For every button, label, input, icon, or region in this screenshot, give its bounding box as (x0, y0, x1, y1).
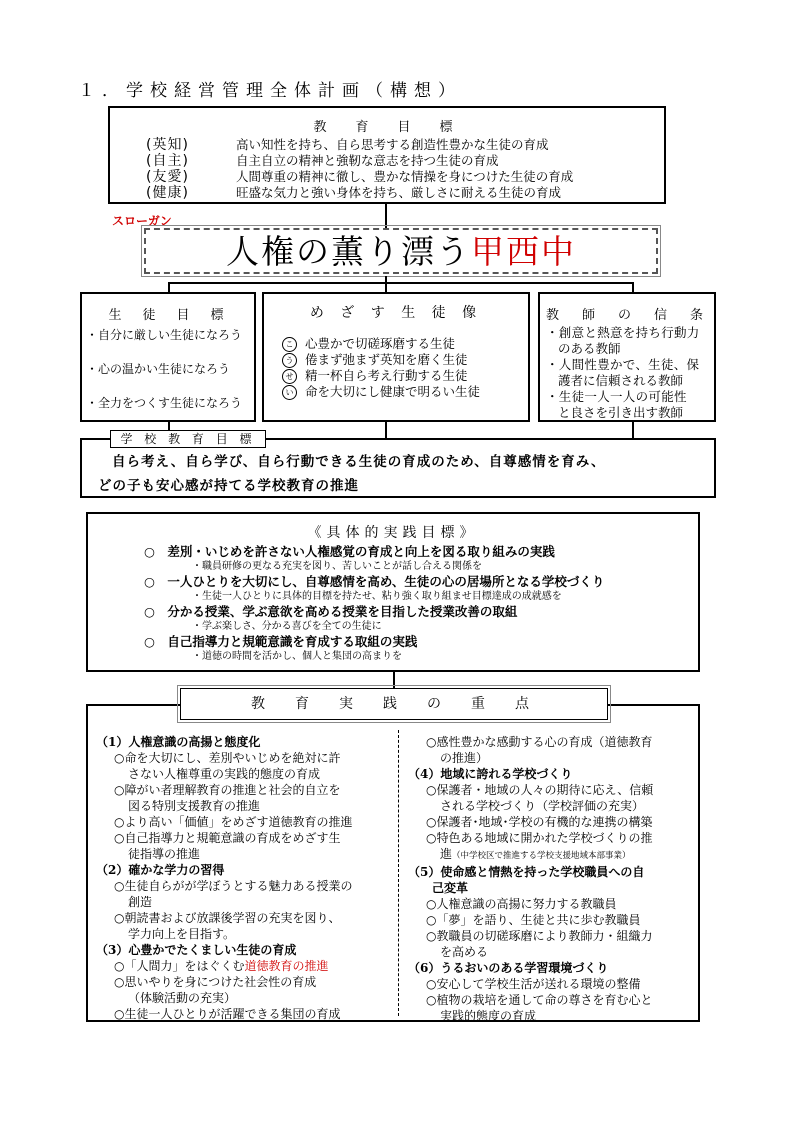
teacher-belief-heading: 教 師 の 信 条 (545, 308, 708, 323)
teacher-belief-item: ・創意と熱意を持ち行動力 (546, 325, 700, 340)
education-goal-text: 自主自立の精神と強靭な意志を持つ生徒の育成 (236, 153, 499, 168)
priority-item-text: ○「人間力」をはぐくむ (114, 959, 245, 973)
ideal-student-item (282, 352, 528, 368)
priority-item: ○保護者・地域の人々の期待に応え、信頼 (426, 783, 654, 797)
priority-heading-cont: 己変革 (432, 881, 469, 895)
student-goal-item: ・自分に厳しい生徒になろう (86, 328, 243, 342)
practice-goals-box (86, 512, 700, 672)
education-goal-row (146, 137, 664, 153)
ideal-student-mark: せ (282, 369, 297, 384)
priority-heading: （6）うるおいのある学習環境づくり (408, 961, 609, 975)
practice-goal-item: ○ 一人ひとりを大切にし、自尊感情を高め、生徒の心の居場所となる学校づくり (144, 574, 605, 589)
priority-heading: （3）心豊かでたくましい生徒の育成 (96, 943, 297, 957)
priority-item: ○植物の栽培を通して命の尊さを育む心と (426, 993, 653, 1007)
priority-item: ○より高い「価値」をめざす道徳教育の推進 (114, 815, 353, 829)
priority-item-cont: さない人権尊重の実践的態度の育成 (128, 767, 321, 781)
teacher-belief-box (538, 292, 716, 422)
priority-item-cont: 実践的態度の育成 (440, 1009, 537, 1023)
teacher-belief-item-cont: 護者に信頼される教師 (558, 373, 684, 388)
ideal-student-mark: う (282, 353, 297, 368)
education-goal-text: 人間尊重の精神に徹し、豊かな情操を身につけた生徒の育成 (236, 169, 574, 184)
priority-item-cont: される学校づくり（学校評価の充実） (440, 799, 645, 813)
priorities-right-column (408, 734, 700, 1024)
priority-heading: （2）確かな学力の習得 (96, 863, 225, 877)
priority-item-cont: 徒指導の推進 (128, 847, 201, 861)
ideal-student-item (282, 384, 528, 400)
school-goal-line-1: 自ら考え、自ら学び、自ら行動できる生徒の育成のため、自尊感情を育み、 (112, 454, 606, 470)
priority-item: ○自己指導力と規範意識の育成をめざす生 (114, 831, 341, 845)
priority-heading: （1）人権意識の高揚と態度化 (96, 735, 261, 749)
priority-item-text: 進 (440, 847, 453, 861)
priority-item: ○安心して学校生活が送れる環境の整備 (426, 977, 641, 991)
practice-goal-sub: ・学ぶ楽しさ、分かる喜びを全ての生徒に (192, 621, 382, 632)
priority-item: ○思いやりを身につけた社会性の育成 (114, 975, 317, 989)
priority-item-note: （中学校区で推進する学校支援地域本部事業） (452, 851, 631, 861)
priority-item: ○命を大切にし、差別やいじめを絶対に許 (114, 751, 341, 765)
priority-item: ○保護者･地域･学校の有機的な連携の構築 (426, 815, 653, 829)
practice-goal-item: ○ 差別・いじめを許さない人権感覚の育成と向上を図る取り組みの実践 (144, 544, 555, 559)
ideal-student-heading: め ざ す 生 徒 像 (309, 305, 483, 321)
student-goal-item: ・全力をつくす生徒になろう (86, 396, 243, 410)
practice-goals-list (144, 544, 698, 664)
education-goal-key: (英知) (146, 137, 189, 153)
ideal-student-mark: い (282, 385, 297, 400)
student-goal-item: ・心の温かい生徒になろう (86, 362, 231, 376)
slogan-box (144, 228, 658, 274)
teacher-belief-item: ・人間性豊かで、生徒、保 (546, 357, 700, 372)
practice-goal-sub: ・道徳の時間を活かし、個人と集団の高まりを (192, 651, 402, 662)
ideal-student-text: 倦まず弛まず英知を磨く生徒 (305, 352, 468, 367)
education-goal-row (146, 185, 664, 201)
practice-goal-sub: ・職員研修の更なる充実を図り、苦しいことが話し合える関係を (192, 561, 482, 572)
practice-goal-item: ○ 分かる授業、学ぶ意欲を高める授業を目指した授業改善の取組 (144, 604, 518, 619)
education-goal-key: (健康) (146, 185, 189, 201)
page-title: １．学校経営管理全体計画（構想） (78, 81, 462, 101)
priority-item-cont: （体験活動の充実） (128, 991, 237, 1005)
priorities-left-column (96, 734, 396, 1022)
ideal-student-list (282, 336, 528, 400)
teacher-belief-item-cont: のある教師 (558, 341, 621, 356)
priority-item: ○障がい者理解教育の推進と社会的自立を (114, 783, 341, 797)
teacher-belief-item: ・生徒一人一人の可能性 (546, 389, 687, 404)
priority-item: ○生徒自らがが学ぼうとする魅力ある授業の (114, 879, 353, 893)
priority-item: ○感性豊かな感動する心の育成（道徳教育 (426, 735, 653, 749)
ideal-student-text: 命を大切にし健康で明るい生徒 (305, 384, 481, 399)
priority-item: ○「夢」を語り、生徒と共に歩む教職員 (426, 913, 641, 927)
priority-item: ○人権意識の高揚に努力する教職員 (426, 897, 617, 911)
ideal-student-item (282, 368, 528, 384)
slogan-school-name: 甲西中 (471, 232, 576, 271)
student-goals-list (86, 327, 254, 412)
practice-goal-sub: ・生徒一人ひとりに具体的目標を持たせ、粘り強く取り組ませ目標達成の成就感を (192, 591, 562, 602)
priority-item-cont: 学力向上を目指す。 (128, 927, 236, 941)
education-goals-heading: 教 育 目 標 (313, 120, 461, 135)
priority-heading: （4）地域に誇れる学校づくり (408, 767, 573, 781)
priority-item-cont: の推進） (440, 751, 489, 765)
priority-item: ○朝読書および放課後学習の充実を図り、 (114, 911, 341, 925)
student-goals-heading: 生 徒 目 標 (108, 308, 228, 323)
school-goal-label: 学 校 教 育 目 標 (110, 430, 266, 448)
ideal-student-item (282, 336, 528, 352)
priority-item: ○特色ある地域に開かれた学校づくりの推 (426, 831, 653, 845)
ideal-student-text: 心豊かで切磋琢磨する生徒 (305, 336, 456, 351)
ideal-student-text: 精一杯自ら考え行動する生徒 (305, 368, 468, 383)
priority-item: ○生徒一人ひとりが活躍できる集団の育成 (114, 1007, 341, 1021)
priority-item-cont: を高める (440, 945, 489, 959)
education-goal-text: 高い知性を持ち、自ら思考する創造性豊かな生徒の育成 (236, 137, 549, 152)
practice-goal-item: ○ 自己指導力と規範意識を育成する取組の実践 (144, 634, 418, 649)
teacher-belief-list (546, 325, 714, 421)
education-goal-row (146, 153, 664, 169)
priority-item-cont: 図る特別支援教育の推進 (128, 799, 261, 813)
priorities-heading: 教 育 実 践 の 重 点 (180, 688, 608, 720)
teacher-belief-item-cont: と良さを引き出す教師 (558, 405, 684, 420)
education-goal-text: 旺盛な気力と強い身体を持ち、厳しさに耐える生徒の育成 (236, 185, 562, 200)
ideal-student-box (262, 292, 530, 422)
practice-goals-heading: 《具体的実践目標》 (307, 525, 479, 541)
education-goals-box (108, 106, 666, 204)
education-goal-row (146, 169, 664, 185)
priority-item-cont (408, 846, 700, 864)
priority-item: ○教職員の切磋琢磨により教師力・組織力 (426, 929, 653, 943)
priority-item (96, 958, 396, 974)
school-goal-line-2: どの子も安心感が持てる学校教育の推進 (98, 478, 359, 494)
slogan-text: 人権の薫り漂う (226, 232, 471, 271)
priority-item-cont: 創造 (128, 895, 153, 909)
education-goal-key: (友愛) (146, 169, 189, 185)
education-goal-key: (自主) (146, 153, 189, 169)
priority-item-highlight: 道徳教育の推進 (244, 959, 329, 973)
student-goals-box (80, 292, 256, 422)
slogan-label: スローガン (112, 214, 172, 228)
priorities-box (86, 704, 700, 1022)
education-goals-list (146, 137, 664, 201)
priority-heading: （5）使命感と情熱を持った学校職員への自 (408, 865, 645, 879)
ideal-student-mark: こ (282, 337, 297, 352)
